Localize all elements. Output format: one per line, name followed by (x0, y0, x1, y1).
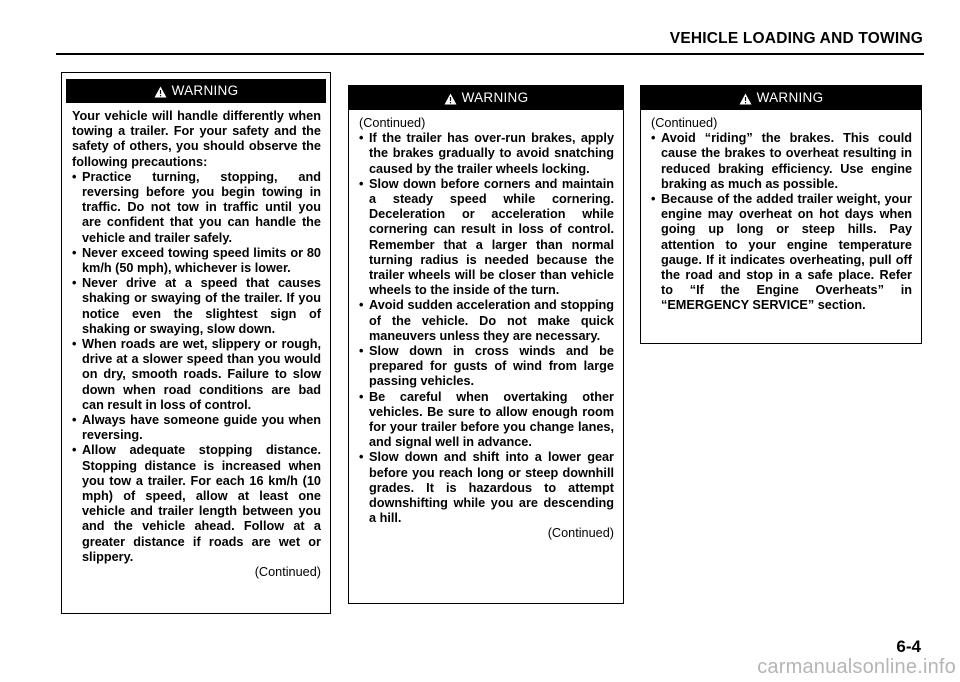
warning-box-2 (348, 85, 624, 604)
list-item: • Avoid “riding” the brakes. This could cause the brakes to overheat resulting in reduced braking efficiency. Use engine braking as much as possible. (651, 131, 912, 192)
warning-body (62, 103, 330, 584)
warning-header (66, 79, 326, 103)
precaution-list (359, 131, 614, 526)
warning-triangle-icon (739, 89, 752, 113)
warning-box-3 (640, 85, 922, 344)
precaution-list (651, 131, 912, 313)
list-item: • Never exceed towing speed limits or 80 km/h (50 mph), whichever is lower. (72, 246, 321, 276)
watermark: carmanualsonline.info (757, 656, 956, 678)
list-item: • Slow down and shift into a lower gear before you reach long or steep downhill grades. It is hazardous to attempt downshifting while you are descending a hill. (359, 450, 614, 526)
page-number: 6-4 (896, 637, 921, 656)
continued-note: (Continued) (547, 526, 614, 541)
list-item: • Avoid sudden acceleration and stopping of the vehicle. Do not make quick maneuvers unless they are necessary. (359, 298, 614, 344)
list-item: • Be careful when overtaking other vehicles. Be sure to allow enough room for your trailer before you change lanes, and signal well in advance. (359, 390, 614, 451)
list-item: • Never drive at a speed that causes shaking or swaying of the trailer. If you notice even the slightest sign of shaking or swaying, slow down. (72, 276, 321, 337)
warning-triangle-icon (444, 89, 457, 113)
warning-box-1 (61, 72, 331, 614)
list-item: • When roads are wet, slippery or rough, drive at a slower speed than you would on dry, smooth roads. Failure to slow down when road conditions are bad can result in loss of control. (72, 337, 321, 413)
warning-triangle-icon (154, 82, 167, 106)
section-title: VEHICLE LOADING AND TOWING (669, 30, 923, 47)
warning-label: WARNING (461, 90, 529, 105)
list-item: • Because of the added trailer weight, your engine may overheat on hot days when going up long or steep hills. Pay attention to your engine temperature gauge. If it indicates overheating, pull off the road and stop in a safe place. Refer to “If the Engine Overheats” in “EMERGENCY SERVICE” section. (651, 192, 912, 314)
list-item: • Slow down before corners and maintain a steady speed while cornering. Deceleration or acceleration while cornering can result in loss of control. Remember that a larger than normal turning radius is needed because the trailer wheels will be closer than vehicle wheels to the inside of the turn. (359, 177, 614, 299)
warning-header (349, 86, 623, 110)
list-item: • Always have someone guide you when reversing. (72, 413, 321, 443)
warning-body (349, 110, 623, 546)
warning-body (641, 110, 921, 318)
warning-header (641, 86, 921, 110)
list-item: • Practice turning, stopping, and reversing before you begin towing in traffic. Do not tow in traffic until you are confident that you can handle the vehicle and trailer safely. (72, 170, 321, 246)
header-divider (56, 53, 924, 55)
continued-top: (Continued) (651, 116, 718, 130)
continued-note: (Continued) (254, 565, 321, 580)
list-item: • Allow adequate stopping distance. Stopping distance is increased when you tow a trailer. For each 16 km/h (10 mph) of speed, allow at least one vehicle and trailer length between you and the vehicle ahead. Follow at a greater distance if roads are wet or slippery. (72, 443, 321, 565)
warning-intro: Your vehicle will handle differently when towing a trailer. For your safety and the safety of others, you should observe the following precautions: (72, 109, 321, 169)
continued-top: (Continued) (359, 116, 426, 130)
warning-label: WARNING (756, 90, 824, 105)
list-item: • Slow down in cross winds and be prepared for gusts of wind from large passing vehicles. (359, 344, 614, 390)
warning-label: WARNING (171, 83, 239, 98)
list-item: • If the trailer has over-run brakes, apply the brakes gradually to avoid snatching caused by the trailer wheels locking. (359, 131, 614, 177)
precaution-list (72, 170, 321, 565)
